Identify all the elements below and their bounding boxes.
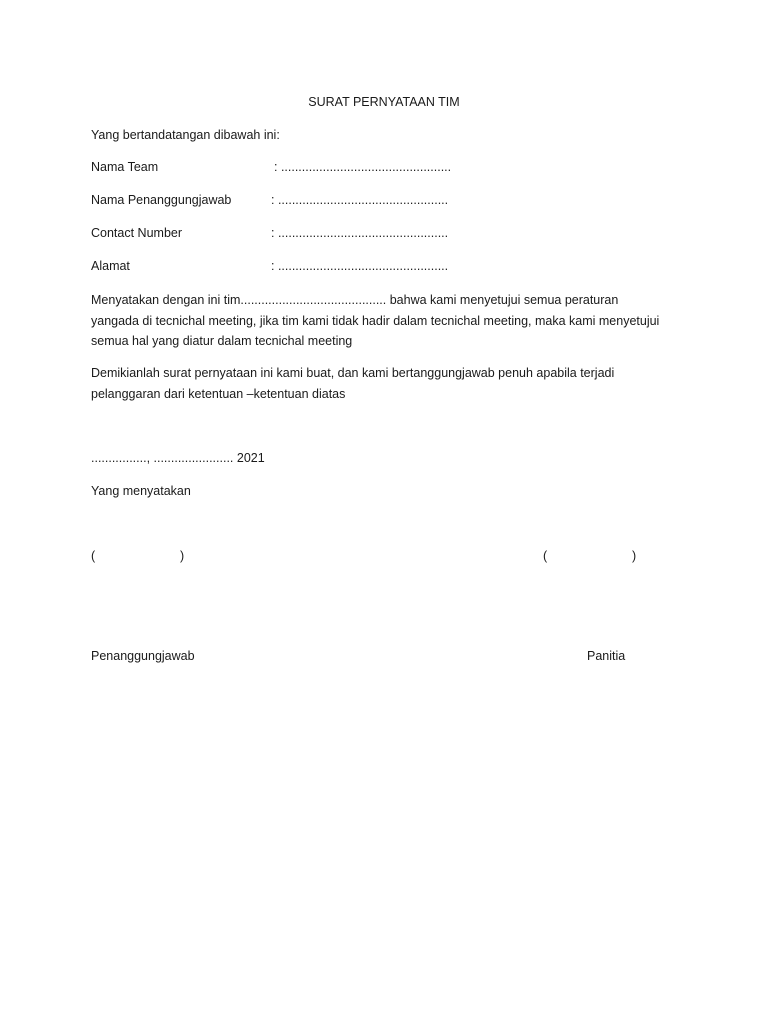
field-value-responsible: : .................................................	[271, 193, 449, 207]
declarer-label: Yang menyatakan	[91, 484, 191, 498]
statement-paragraph	[91, 290, 691, 352]
field-label-contact: Contact Number	[91, 226, 183, 240]
field-value-address: : .................................................	[271, 259, 449, 273]
signature-left-caption: Penanggungjawab	[91, 649, 195, 663]
signature-right-caption: Panitia	[587, 649, 626, 663]
field-label-responsible: Nama Penanggungjawab	[91, 193, 232, 207]
intro-text: Yang bertandatangan dibawah ini:	[91, 128, 280, 142]
signature-right-open: (	[543, 549, 548, 563]
closing-paragraph	[91, 363, 691, 404]
statement-line: Menyatakan dengan ini tim.......................................... bahwa kami menyetujui semua peraturan	[91, 293, 619, 307]
signature-left-open: (	[91, 549, 96, 563]
field-value-team-name: : .................................................	[274, 160, 452, 174]
signature-right-close: )	[632, 549, 637, 563]
statement-line: yangada di tecnichal meeting, jika tim kami tidak hadir dalam tecnichal meeting, maka kami menyetujui	[91, 313, 660, 328]
statement-line: semua hal yang diatur dalam tecnichal meeting	[91, 334, 353, 348]
date-line: ................, ....................... 2021	[91, 451, 265, 465]
field-label-address: Alamat	[91, 259, 130, 273]
field-value-contact: : .................................................	[271, 226, 449, 240]
field-label-team-name: Nama Team	[91, 160, 159, 174]
closing-line: pelanggaran dari ketentuan –ketentuan diatas	[91, 386, 346, 401]
document-title: SURAT PERNYATAAN TIM	[308, 95, 460, 109]
closing-line: Demikianlah surat pernyataan ini kami buat, dan kami bertanggungjawab penuh apabila terjadi	[91, 366, 615, 380]
signature-left-close: )	[180, 549, 185, 563]
